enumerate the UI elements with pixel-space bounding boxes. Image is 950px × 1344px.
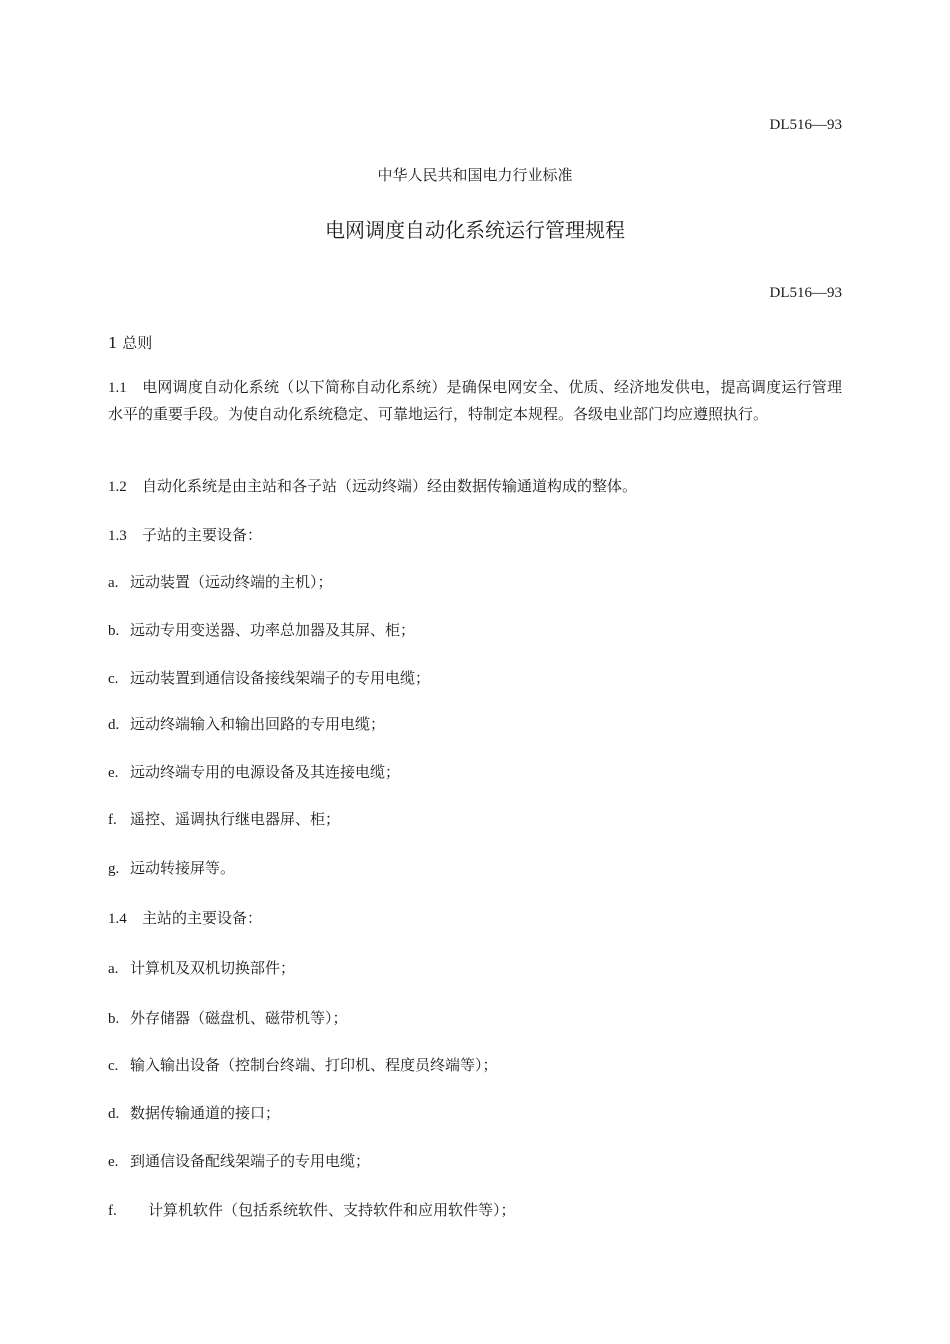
list-label: b. xyxy=(108,1011,120,1027)
list-label: d. xyxy=(108,1106,120,1122)
list-text: 计算机软件（包括系统软件、支持软件和应用软件等）； xyxy=(148,1201,516,1219)
list-item xyxy=(108,713,385,734)
paragraph-text: 主站的主要设备： xyxy=(142,909,263,927)
list-text: 遥控、遥调执行继电器屏、柜； xyxy=(130,810,341,828)
paragraph-number: 1.1 xyxy=(108,380,127,396)
paragraph-1-3 xyxy=(108,524,262,545)
list-text: 到通信设备配线架端子的专用电缆； xyxy=(130,1152,371,1170)
list-label: f. xyxy=(108,1203,117,1219)
list-text: 远动专用变送器、功率总加器及其屏、柜； xyxy=(130,621,416,639)
issuing-organization: 中华人民共和国电力行业标准 xyxy=(377,166,573,184)
list-item xyxy=(108,1007,348,1028)
list-text: 数据传输通道的接口； xyxy=(130,1104,281,1122)
list-item xyxy=(108,1199,516,1220)
list-label: b. xyxy=(108,623,120,639)
paragraph-1-4 xyxy=(108,907,262,928)
paragraph-text: 子站的主要设备： xyxy=(142,526,263,544)
list-label: c. xyxy=(108,1058,119,1074)
standard-code-top: DL516—93 xyxy=(769,117,842,133)
list-label: a. xyxy=(108,961,119,977)
list-item xyxy=(108,1150,370,1171)
list-text: 计算机及双机切换部件； xyxy=(130,959,296,977)
paragraph-number: 1.2 xyxy=(108,479,127,495)
list-text: 外存储器（磁盘机、磁带机等）； xyxy=(130,1009,348,1027)
list-item xyxy=(108,1102,280,1123)
paragraph-number: 1.4 xyxy=(108,911,127,927)
list-item xyxy=(108,761,400,782)
list-text: 远动装置（远动终端的主机）； xyxy=(130,573,333,591)
list-item xyxy=(108,808,340,829)
list-label: e. xyxy=(108,1154,119,1170)
list-text: 远动终端专用的电源设备及其连接电缆； xyxy=(130,763,401,781)
list-item xyxy=(108,857,235,878)
list-text: 输入输出设备（控制台终端、打印机、程度员终端等）； xyxy=(130,1056,498,1074)
list-text: 远动装置到通信设备接线架端子的专用电缆； xyxy=(130,669,431,687)
paragraph-1-1 xyxy=(108,374,842,427)
paragraph-number: 1.3 xyxy=(108,528,127,544)
paragraph-text: 电网调度自动化系统（以下简称自动化系统）是确保电网安全、优质、经济地发供电，提高调度运行管理水平的重要手段。为使自动化系统稳定、可靠地运行，特制定本规程。各级电业部门均应遵照执行。 xyxy=(108,378,842,423)
list-text: 远动终端输入和输出回路的专用电缆； xyxy=(130,715,386,733)
list-label: e. xyxy=(108,765,119,781)
list-item xyxy=(108,619,415,640)
section-heading: 1 总则 xyxy=(108,334,153,352)
paragraph-text: 自动化系统是由主站和各子站（远动终端）经由数据传输通道构成的整体。 xyxy=(142,477,638,495)
list-label: a. xyxy=(108,575,119,591)
list-item xyxy=(108,1054,498,1075)
list-item xyxy=(108,571,333,592)
list-item xyxy=(108,957,295,978)
list-label: c. xyxy=(108,671,119,687)
document-title: 电网调度自动化系统运行管理规程 xyxy=(325,218,625,242)
standard-code-sub: DL516—93 xyxy=(769,285,842,301)
paragraph-1-2 xyxy=(108,475,637,496)
list-label: f. xyxy=(108,812,117,828)
list-label: g. xyxy=(108,861,120,877)
list-text: 远动转接屏等。 xyxy=(130,859,236,877)
list-item xyxy=(108,667,430,688)
list-label: d. xyxy=(108,717,120,733)
